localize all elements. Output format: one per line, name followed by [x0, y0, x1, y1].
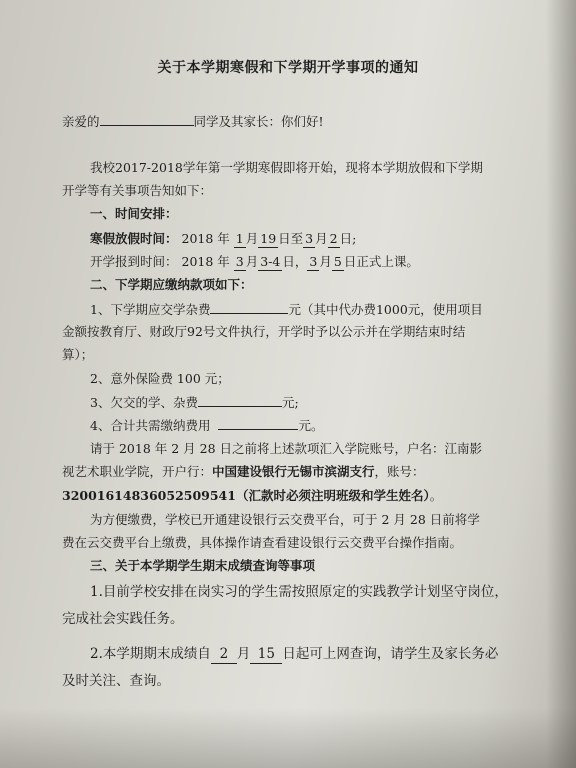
- tuition-suffix: 元（其中代办费1000元，使用项目: [288, 302, 483, 317]
- fee-item-1-line-2: 金额按教育厅、财政厅92号文件执行，开学时予以公示并在学期结束时结: [62, 324, 466, 339]
- day-text: 日，: [282, 254, 308, 269]
- fee-item-1: [90, 301, 483, 318]
- grade-day: 15: [250, 646, 282, 664]
- holiday-start-month: 1: [235, 231, 244, 246]
- month-text: 月: [236, 646, 251, 662]
- day-text: 日;: [339, 231, 357, 246]
- tuition-blank: [210, 301, 288, 314]
- day-to-text: 日至: [278, 231, 304, 246]
- payment-line-2: [62, 464, 425, 480]
- fee-item-3: [90, 394, 299, 411]
- class-start-day: 5: [333, 254, 342, 269]
- bank-label: 视艺术职业学院，开户行：: [62, 464, 213, 479]
- bank-name: 中国建设银行无锡市滨湖支行: [212, 464, 375, 479]
- student-name-blank: [100, 113, 194, 126]
- register-time-line: [90, 254, 419, 271]
- month-text: 月: [245, 231, 259, 246]
- greeting-suffix: 同学及其家长：你们好!: [193, 114, 324, 129]
- account-label: ，账号：: [374, 464, 425, 479]
- register-label: 开学报到时间：: [90, 254, 178, 269]
- section-3-heading: 三、关于本学期学生期末成绩查询等事项: [90, 558, 316, 573]
- intro-line-1: 我校2017-2018学年第一学期寒假即将开始，现将本学期放假和下学期: [90, 160, 483, 175]
- grade-query-suffix: 日起可上网查询，请学生及家长务必: [282, 646, 499, 662]
- class-start-month: 3: [309, 254, 318, 269]
- greeting-line: [62, 113, 324, 130]
- payment-line-1: 请于 2018 年 2 月 28 日之前将上述款项汇入学院账号，户名：江南影: [90, 441, 483, 456]
- greeting-prefix: 亲爱的: [62, 114, 100, 129]
- tuition-label: 1、下学期应交学杂费: [90, 302, 211, 317]
- account-number: 32001614836052509541: [62, 488, 236, 503]
- page-title: 关于本学期寒假和下学期开学事项的通知: [157, 60, 419, 76]
- holiday-end-day: 2: [329, 231, 338, 246]
- register-month: 3: [235, 254, 244, 269]
- section-1-heading: 一、时间安排：: [90, 206, 178, 221]
- total-blank: [218, 417, 298, 430]
- holiday-end-month: 3: [305, 231, 314, 246]
- arrears-suffix: 元;: [281, 395, 299, 410]
- intro-line-2: 开学等有关事项告知如下：: [62, 183, 213, 198]
- section-2-heading: 二、下学期应缴纳款项如下：: [90, 277, 253, 292]
- register-days: 3-4: [260, 254, 281, 269]
- account-note: （汇款时必须注明班级和学生姓名）: [235, 488, 430, 503]
- grade-query-label: 2.本学期期末成绩自: [90, 646, 211, 662]
- grade-month: 2: [211, 646, 237, 664]
- grade-item-1: 1.目前学校安排在岗实习的学生需按照原定的实践教学计划坚守岗位，: [90, 584, 508, 600]
- cloud-pay-line-2: 费在云交费平台上缴费，具体操作请查看建设银行云交费平台操作指南。: [62, 535, 463, 550]
- holiday-start-day: 19: [260, 231, 277, 246]
- grade-item-1-line-2: 完成社会实践任务。: [62, 611, 184, 627]
- holiday-year: 2018 年: [181, 231, 230, 246]
- sentence-end: 。: [429, 488, 443, 503]
- holiday-time-line: [90, 231, 356, 248]
- total-label: 4、合计共需缴纳费用: [90, 418, 211, 433]
- cloud-pay-line-1: 为方便缴费，学校已开通建设银行云交费平台，可于 2 月 28 日前将学: [90, 512, 480, 527]
- holiday-label: 寒假放假时间：: [90, 231, 178, 246]
- month-text: 月: [315, 231, 328, 246]
- total-suffix: 元。: [298, 418, 324, 433]
- payment-line-3: [62, 488, 442, 504]
- month-text: 月: [245, 254, 259, 269]
- grade-item-2-line-2: 及时关注、查询。: [62, 673, 170, 689]
- arrears-blank: [198, 394, 282, 407]
- fee-item-4: [90, 417, 323, 434]
- class-start-text: 日正式上课。: [343, 254, 419, 269]
- register-year: 2018 年: [181, 254, 230, 269]
- grade-item-2: [90, 646, 498, 664]
- arrears-label: 3、欠交的学、杂费: [90, 395, 198, 410]
- fee-item-1-line-3: 算）；: [62, 347, 94, 362]
- fee-item-2: 2、意外保险费 100 元；: [90, 371, 230, 386]
- month-text: 月: [319, 254, 332, 269]
